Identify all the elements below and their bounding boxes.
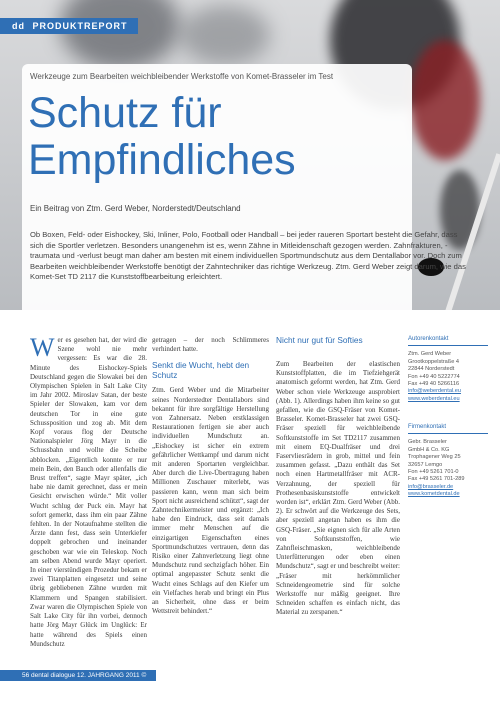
- company-contact-line: Gebr. Brasseler: [408, 439, 447, 446]
- article-column-3: [276, 336, 400, 618]
- photo-jersey-shape: [410, 40, 480, 160]
- brand-mark: dd: [12, 21, 25, 31]
- author-contact-line: Fax +49 40 5266116: [408, 381, 460, 388]
- column-2-text-2: Ztm. Gerd Weber und die Mitarbeiter seines Norderstedter Dentallabors sind bekannt für ihre sorgfältige Herstellung von Zahnersatz. Neben erstklassigen Restaurationen fertigen sie aber auch individuellen Mundschutz an. „Eishockey ist sicher ein extrem gefährlicher Wettkampf und darum nicht mit anderen Sportarten vergleichbar. Aber durch die Live-Übertragung haben Millionen Zuschauer miterlebt, was passieren kann, wenn man sich beim Sport nicht ausreichend schützt“, sagt der Zahntechnikermeister und ergänzt: „Ich habe den Eindruck, dass seit damals immer mehr Menschen auf die einzigartigen Eigenschaften eines Sportmundschutzes vertrauen, denn das Risiko einer Zahnverletzung liegt ohne Mundschutz rund sechzigfach höher. Ein optimal angepasster Schutz senkt die Wucht eines Schlags auf den Kiefer um ein Vielfaches herab und bringt ein Plus an Sicherheit, ohne dass er beim Wettstreit behindert.“: [152, 386, 269, 616]
- company-email-link[interactable]: info@brasseler.de: [408, 483, 454, 490]
- company-contact-line: Fon +49 5261 701-0: [408, 469, 459, 476]
- column-3-text: Zum Bearbeiten der elastischen Kunststoffplatten, die im Tiefziehgerät anatomisch geformt werden, hat Ztm. Gerd Weber schon viele Werkzeuge ausprobiert (Abb. 1). Allerdings haben ihm keine so gut gefallen, wie die GSQ-Fräser von Komet-Brasseler. Komet-Brasseler hat zwei GSQ-Fräser speziell für weichbleibende Softkunststoffe im Set TD2117 zusammen mit einem EQ-Dualfräser und drei Faservliesrädern in grob, mittel und fein zusammen gefasst. „Dazu enthält das Set noch einen Hartmetallfräser mit ACR-Verzahnung, der speziell für Prothesenbasiskunststoffe entwickelt worden ist“, erklärt Ztm. Gerd Weber (Abb. 2). Er schwört auf die Werkzeuge des Sets, aber speziell angetan haben es ihm die GSQ-Fräser. „Sie eignen sich für alle Arten von Softkunststoffen, wie Zahnfleischmasken, weichbleibende Unterfütterungen oder eben einen Mundschutz“, sagt er und beschreibt weiter: „Fräser mit herkömmlicher Schneidengeometrie sind für solche Werkstoffe nur mäßig geeignet. Ihre Schneiden schaffen es einfach nicht, das Material zu zerspanen.“: [276, 360, 400, 617]
- author-contact-line: 22844 Norderstedt: [408, 366, 455, 373]
- company-contact-heading: Firmenkontakt: [408, 424, 488, 434]
- author-contact-heading: Autorenkontakt: [408, 336, 488, 346]
- author-contact-line: Fon +49 40 5222774: [408, 373, 460, 380]
- article-byline: Ein Beitrag von Ztm. Gerd Weber, Norderstedt/Deutschland: [30, 204, 241, 213]
- photo-shape: [180, 5, 270, 65]
- subheading-softies: Nicht nur gut für Softies: [276, 335, 363, 345]
- column-1-text: er es gesehen hat, der wird die Szene wohl nie mehr vergessen: Es war die 28. Minute des Eishockey-Spiels Deutschland gegen die Slowakei bei den Olympischen Spielen in Salt Lake City im Jahr 2002. Miroslav Satan, der beste Spieler der Slowaken, kam vor dem deutschen Tor in eine gute Schussposition und zog ab. Mit dem Kopf voraus flog der Deutsche Nationalspieler Jörg Mayr in die Schussbahn und wollte die Scheibe abblocken. „Eigentlich konnte er nur mein Bein, den Bauch oder allenfalls die Brust treffen“, sagte Mayr später, „ich habe nie damit gerechnet, dass er mein Gesicht erwischen würde.“ Mit voller Wucht schlug der Puck ein. Mayr hat sofort gemerkt, dass ihm ein paar Zähne fehlten. In der Notaufnahme stellten die Ärzte dann fest, dass sein Unterkiefer doppelt gebrochen und ineinander geschoben war wie ein Teleskop. Noch am selben Abend wurde Mayr operiert. In einer vierstündigen Prozedur bekam er zwei Titanplatten eingesetzt und seine übrig gebliebenen Zähne wurden mit Klammern und Spangen stabilisiert. Zwar waren die Olympischen Spiele von Salt Lake City für ihn vorbei, dennoch hatte Jörg Mayr Glück im Unglück: Er hatte während des Spiels einen Mundschutz: [30, 336, 147, 648]
- title-line-2: Empfindliches: [28, 136, 296, 184]
- article-lead: Ob Boxen, Feld- oder Eishockey, Ski, Inliner, Polo, Football oder Handball – bei jeder raueren Sportart besteht die Gefahr, dass sich die Sportler verletzen. Besonders unangenehm ist es, wenn Zähne in Mitleidenschaft gezogen werden. Zahnfrakturen, -traumata und -verlust beugt man daher am besten mit einem individuellen Sportmundschutz aus dem Dentallabor vor. Doch zum Bearbeiten weichbleibender Werkstoffe benötigt der Zahntechniker das richtige Werkzeug. Ztm. Gerd Weber zeigt darum, wie das Komet-Set TD 2117 die Kunststoffbearbeitung erleichtert.: [30, 230, 466, 282]
- company-contact-line: Trophagener Weg 25: [408, 454, 461, 461]
- author-website-link[interactable]: www.weberdental.eu: [408, 395, 460, 402]
- author-email-link[interactable]: info@weberdental.eu: [408, 388, 461, 395]
- author-contact-line: Ztm. Gerd Weber: [408, 351, 452, 358]
- photo-shape: [60, 0, 180, 70]
- title-line-1: Schutz für: [28, 89, 222, 137]
- company-contact-line: 32657 Lemgo: [408, 461, 443, 468]
- author-contact-box: [408, 336, 488, 403]
- dropcap: W: [30, 333, 55, 362]
- page-footer: 56 dental dialogue 12. JAHRGANG 2011 ©: [0, 670, 156, 681]
- section-label: PRODUKTREPORT: [32, 21, 128, 31]
- article-column-1: [30, 333, 147, 649]
- section-header: [0, 18, 138, 34]
- company-contact-line: GmbH & Co. KG: [408, 446, 450, 453]
- article-title: [28, 90, 408, 184]
- company-contact-box: [408, 424, 488, 499]
- article-kicker: Werkzeuge zum Bearbeiten weichbleibender Werkstoffe von Komet-Brasseler im Test: [30, 72, 334, 81]
- author-contact-line: Grootkoppelstraße 4: [408, 358, 459, 365]
- company-website-link[interactable]: www.kometdental.de: [408, 491, 460, 498]
- subheading-wucht: Senkt die Wucht, hebt den Schutz: [152, 360, 250, 381]
- company-contact-line: Fax +49 5261 701-289: [408, 476, 465, 483]
- column-2-text-1: getragen – der noch Schlimmeres verhindert hatte.: [152, 336, 269, 354]
- article-column-2: [152, 336, 269, 616]
